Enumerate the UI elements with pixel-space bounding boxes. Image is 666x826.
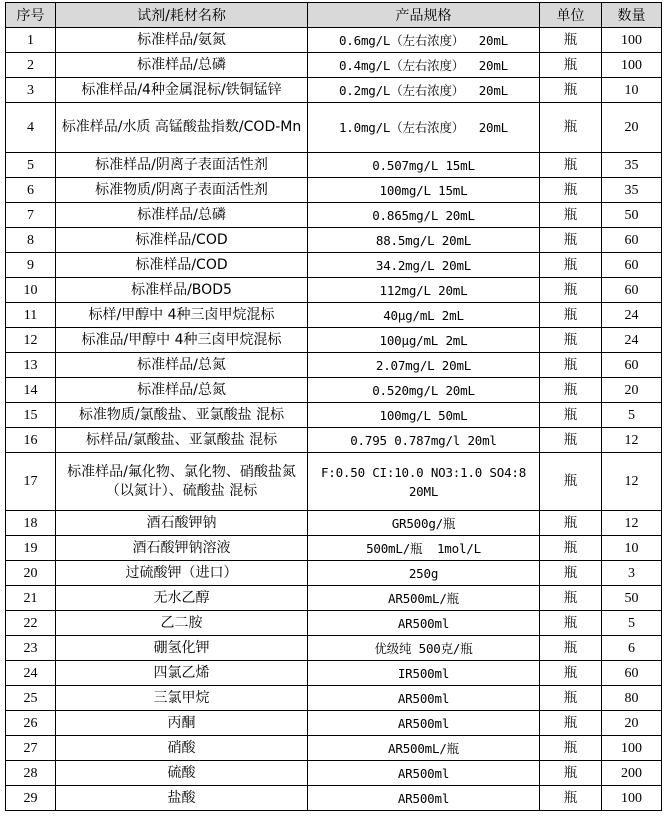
cell-name: 硼氢化钾 — [56, 636, 308, 661]
cell-unit: 瓶 — [540, 78, 602, 103]
table-row — [6, 736, 662, 761]
cell-unit: 瓶 — [540, 611, 602, 636]
cell-index: 29 — [6, 786, 56, 811]
cell-name: 酒石酸钾钠溶液 — [56, 536, 308, 561]
cell-name: 标准样品/氨氮 — [56, 28, 308, 53]
cell-spec: AR500ml — [308, 761, 540, 786]
table-row — [6, 253, 662, 278]
table-row — [6, 303, 662, 328]
table-row — [6, 761, 662, 786]
table-row — [6, 353, 662, 378]
table-row — [6, 228, 662, 253]
table-row — [6, 661, 662, 686]
cell-spec: AR500ml — [308, 711, 540, 736]
cell-index: 28 — [6, 761, 56, 786]
cell-unit: 瓶 — [540, 736, 602, 761]
cell-qty: 60 — [602, 278, 662, 303]
table-row — [6, 586, 662, 611]
cell-spec: 100mg/L 50mL — [308, 403, 540, 428]
cell-spec: 88.5mg/L 20mL — [308, 228, 540, 253]
cell-spec: 0.2mg/L（左右浓度） 20mL — [308, 78, 540, 103]
cell-unit: 瓶 — [540, 203, 602, 228]
cell-spec: 40μg/mL 2mL — [308, 303, 540, 328]
cell-qty: 50 — [602, 203, 662, 228]
cell-qty: 60 — [602, 353, 662, 378]
cell-index: 13 — [6, 353, 56, 378]
cell-name: 标准样品/水质 高锰酸盐指数/COD-Mn — [56, 103, 308, 153]
cell-unit: 瓶 — [540, 661, 602, 686]
table-body — [6, 28, 662, 811]
cell-qty: 24 — [602, 328, 662, 353]
table-row — [6, 153, 662, 178]
cell-name: 无水乙醇 — [56, 586, 308, 611]
cell-spec: 优级纯 500克/瓶 — [308, 636, 540, 661]
cell-index: 27 — [6, 736, 56, 761]
cell-name: 标准物质/阴离子表面活性剂 — [56, 178, 308, 203]
cell-spec: F:0.50 CI:10.0 NO3:1.0 SO4:8 20ML — [308, 453, 540, 511]
cell-unit: 瓶 — [540, 403, 602, 428]
cell-spec: 0.4mg/L（左右浓度） 20mL — [308, 53, 540, 78]
cell-name: 硝酸 — [56, 736, 308, 761]
cell-index: 6 — [6, 178, 56, 203]
cell-name: 标准样品/总磷 — [56, 53, 308, 78]
cell-name: 标准样品/COD — [56, 228, 308, 253]
cell-index: 25 — [6, 686, 56, 711]
table-row — [6, 78, 662, 103]
cell-name: 标准样品/氟化物、氯化物、硝酸盐氮（以氮计）、硫酸盐 混标 — [56, 453, 308, 511]
cell-spec: GR500g/瓶 — [308, 511, 540, 536]
cell-name: 盐酸 — [56, 786, 308, 811]
cell-unit: 瓶 — [540, 536, 602, 561]
cell-name: 标样/甲醇中 4种三卤甲烷混标 — [56, 303, 308, 328]
cell-qty: 20 — [602, 711, 662, 736]
cell-index: 26 — [6, 711, 56, 736]
cell-qty: 5 — [602, 403, 662, 428]
cell-unit: 瓶 — [540, 786, 602, 811]
cell-qty: 20 — [602, 103, 662, 153]
cell-qty: 10 — [602, 78, 662, 103]
cell-unit: 瓶 — [540, 353, 602, 378]
cell-qty: 24 — [602, 303, 662, 328]
cell-spec: AR500mL/瓶 — [308, 586, 540, 611]
cell-spec: 1.0mg/L（左右浓度） 20mL — [308, 103, 540, 153]
cell-spec: 500mL/瓶 1mol/L — [308, 536, 540, 561]
table-row — [6, 403, 662, 428]
cell-spec: 0.865mg/L 20mL — [308, 203, 540, 228]
cell-unit: 瓶 — [540, 686, 602, 711]
table-row — [6, 536, 662, 561]
header-spec: 产品规格 — [308, 3, 540, 28]
cell-qty: 60 — [602, 253, 662, 278]
cell-unit: 瓶 — [540, 53, 602, 78]
cell-index: 20 — [6, 561, 56, 586]
cell-unit: 瓶 — [540, 378, 602, 403]
table-row — [6, 636, 662, 661]
cell-name: 标准物质/氯酸盐、亚氯酸盐 混标 — [56, 403, 308, 428]
cell-name: 标准样品/总氮 — [56, 353, 308, 378]
cell-unit: 瓶 — [540, 511, 602, 536]
cell-index: 15 — [6, 403, 56, 428]
cell-index: 5 — [6, 153, 56, 178]
table-row — [6, 103, 662, 153]
table-row — [6, 428, 662, 453]
header-name: 试剂/耗材名称 — [56, 3, 308, 28]
cell-spec: AR500ml — [308, 686, 540, 711]
cell-unit: 瓶 — [540, 428, 602, 453]
table-row — [6, 53, 662, 78]
cell-qty: 3 — [602, 561, 662, 586]
cell-qty: 5 — [602, 611, 662, 636]
table-row — [6, 511, 662, 536]
cell-spec: AR500mL/瓶 — [308, 736, 540, 761]
cell-index: 1 — [6, 28, 56, 53]
table-row — [6, 178, 662, 203]
cell-spec: IR500ml — [308, 661, 540, 686]
cell-index: 19 — [6, 536, 56, 561]
cell-qty: 100 — [602, 736, 662, 761]
cell-index: 10 — [6, 278, 56, 303]
cell-spec: 0.520mg/L 20mL — [308, 378, 540, 403]
cell-name: 硫酸 — [56, 761, 308, 786]
table-row — [6, 686, 662, 711]
header-qty: 数量 — [602, 3, 662, 28]
cell-name: 标准样品/阴离子表面活性剂 — [56, 153, 308, 178]
cell-index: 16 — [6, 428, 56, 453]
cell-spec: 112mg/L 20mL — [308, 278, 540, 303]
cell-index: 11 — [6, 303, 56, 328]
cell-unit: 瓶 — [540, 153, 602, 178]
cell-index: 18 — [6, 511, 56, 536]
cell-unit: 瓶 — [540, 103, 602, 153]
cell-index: 7 — [6, 203, 56, 228]
cell-qty: 80 — [602, 686, 662, 711]
cell-unit: 瓶 — [540, 278, 602, 303]
cell-qty: 10 — [602, 536, 662, 561]
header-unit: 单位 — [540, 3, 602, 28]
cell-index: 3 — [6, 78, 56, 103]
cell-unit: 瓶 — [540, 253, 602, 278]
cell-unit: 瓶 — [540, 586, 602, 611]
cell-qty: 100 — [602, 786, 662, 811]
cell-spec: 100μg/mL 2mL — [308, 328, 540, 353]
cell-name: 标准样品/总氮 — [56, 378, 308, 403]
table-row — [6, 203, 662, 228]
cell-spec: AR500ml — [308, 611, 540, 636]
cell-qty: 200 — [602, 761, 662, 786]
cell-spec: 0.507mg/L 15mL — [308, 153, 540, 178]
cell-spec: 250g — [308, 561, 540, 586]
cell-name: 四氯乙烯 — [56, 661, 308, 686]
cell-index: 2 — [6, 53, 56, 78]
cell-name: 标准样品/BOD5 — [56, 278, 308, 303]
cell-unit: 瓶 — [540, 561, 602, 586]
header-index: 序号 — [6, 3, 56, 28]
table-row — [6, 28, 662, 53]
cell-name: 标样品/氯酸盐、亚氯酸盐 混标 — [56, 428, 308, 453]
cell-unit: 瓶 — [540, 328, 602, 353]
table-row — [6, 611, 662, 636]
cell-unit: 瓶 — [540, 303, 602, 328]
cell-name: 标准样品/COD — [56, 253, 308, 278]
cell-name: 标准样品/总磷 — [56, 203, 308, 228]
cell-qty: 100 — [602, 53, 662, 78]
cell-unit: 瓶 — [540, 228, 602, 253]
cell-qty: 20 — [602, 378, 662, 403]
cell-qty: 12 — [602, 428, 662, 453]
cell-index: 8 — [6, 228, 56, 253]
table-row — [6, 378, 662, 403]
cell-spec: 100mg/L 15mL — [308, 178, 540, 203]
reagent-table-container — [5, 2, 661, 811]
cell-name: 三氯甲烷 — [56, 686, 308, 711]
cell-index: 23 — [6, 636, 56, 661]
cell-qty: 60 — [602, 228, 662, 253]
cell-qty: 100 — [602, 28, 662, 53]
cell-unit: 瓶 — [540, 453, 602, 511]
cell-unit: 瓶 — [540, 28, 602, 53]
table-header-row — [6, 3, 662, 28]
cell-index: 14 — [6, 378, 56, 403]
cell-qty: 50 — [602, 586, 662, 611]
table-row — [6, 711, 662, 736]
cell-spec: 0.795 0.787mg/l 20ml — [308, 428, 540, 453]
cell-unit: 瓶 — [540, 761, 602, 786]
table-row — [6, 328, 662, 353]
table-row — [6, 278, 662, 303]
cell-index: 17 — [6, 453, 56, 511]
cell-name: 酒石酸钾钠 — [56, 511, 308, 536]
cell-qty: 6 — [602, 636, 662, 661]
cell-index: 9 — [6, 253, 56, 278]
cell-name: 乙二胺 — [56, 611, 308, 636]
cell-unit: 瓶 — [540, 711, 602, 736]
cell-index: 4 — [6, 103, 56, 153]
cell-name: 标准样品/4种金属混标/铁铜锰锌 — [56, 78, 308, 103]
cell-qty: 35 — [602, 178, 662, 203]
table-row — [6, 786, 662, 811]
reagent-table — [5, 2, 662, 811]
cell-index: 12 — [6, 328, 56, 353]
cell-spec: 34.2mg/L 20mL — [308, 253, 540, 278]
table-row — [6, 453, 662, 511]
cell-qty: 60 — [602, 661, 662, 686]
cell-unit: 瓶 — [540, 178, 602, 203]
cell-spec: 0.6mg/L（左右浓度） 20mL — [308, 28, 540, 53]
cell-index: 21 — [6, 586, 56, 611]
cell-index: 24 — [6, 661, 56, 686]
cell-name: 标准品/甲醇中 4种三卤甲烷混标 — [56, 328, 308, 353]
cell-name: 过硫酸钾（进口） — [56, 561, 308, 586]
cell-qty: 35 — [602, 153, 662, 178]
cell-spec: 2.07mg/L 20mL — [308, 353, 540, 378]
cell-index: 22 — [6, 611, 56, 636]
cell-spec: AR500ml — [308, 786, 540, 811]
cell-qty: 12 — [602, 453, 662, 511]
table-row — [6, 561, 662, 586]
cell-unit: 瓶 — [540, 636, 602, 661]
cell-qty: 12 — [602, 511, 662, 536]
cell-name: 丙酮 — [56, 711, 308, 736]
